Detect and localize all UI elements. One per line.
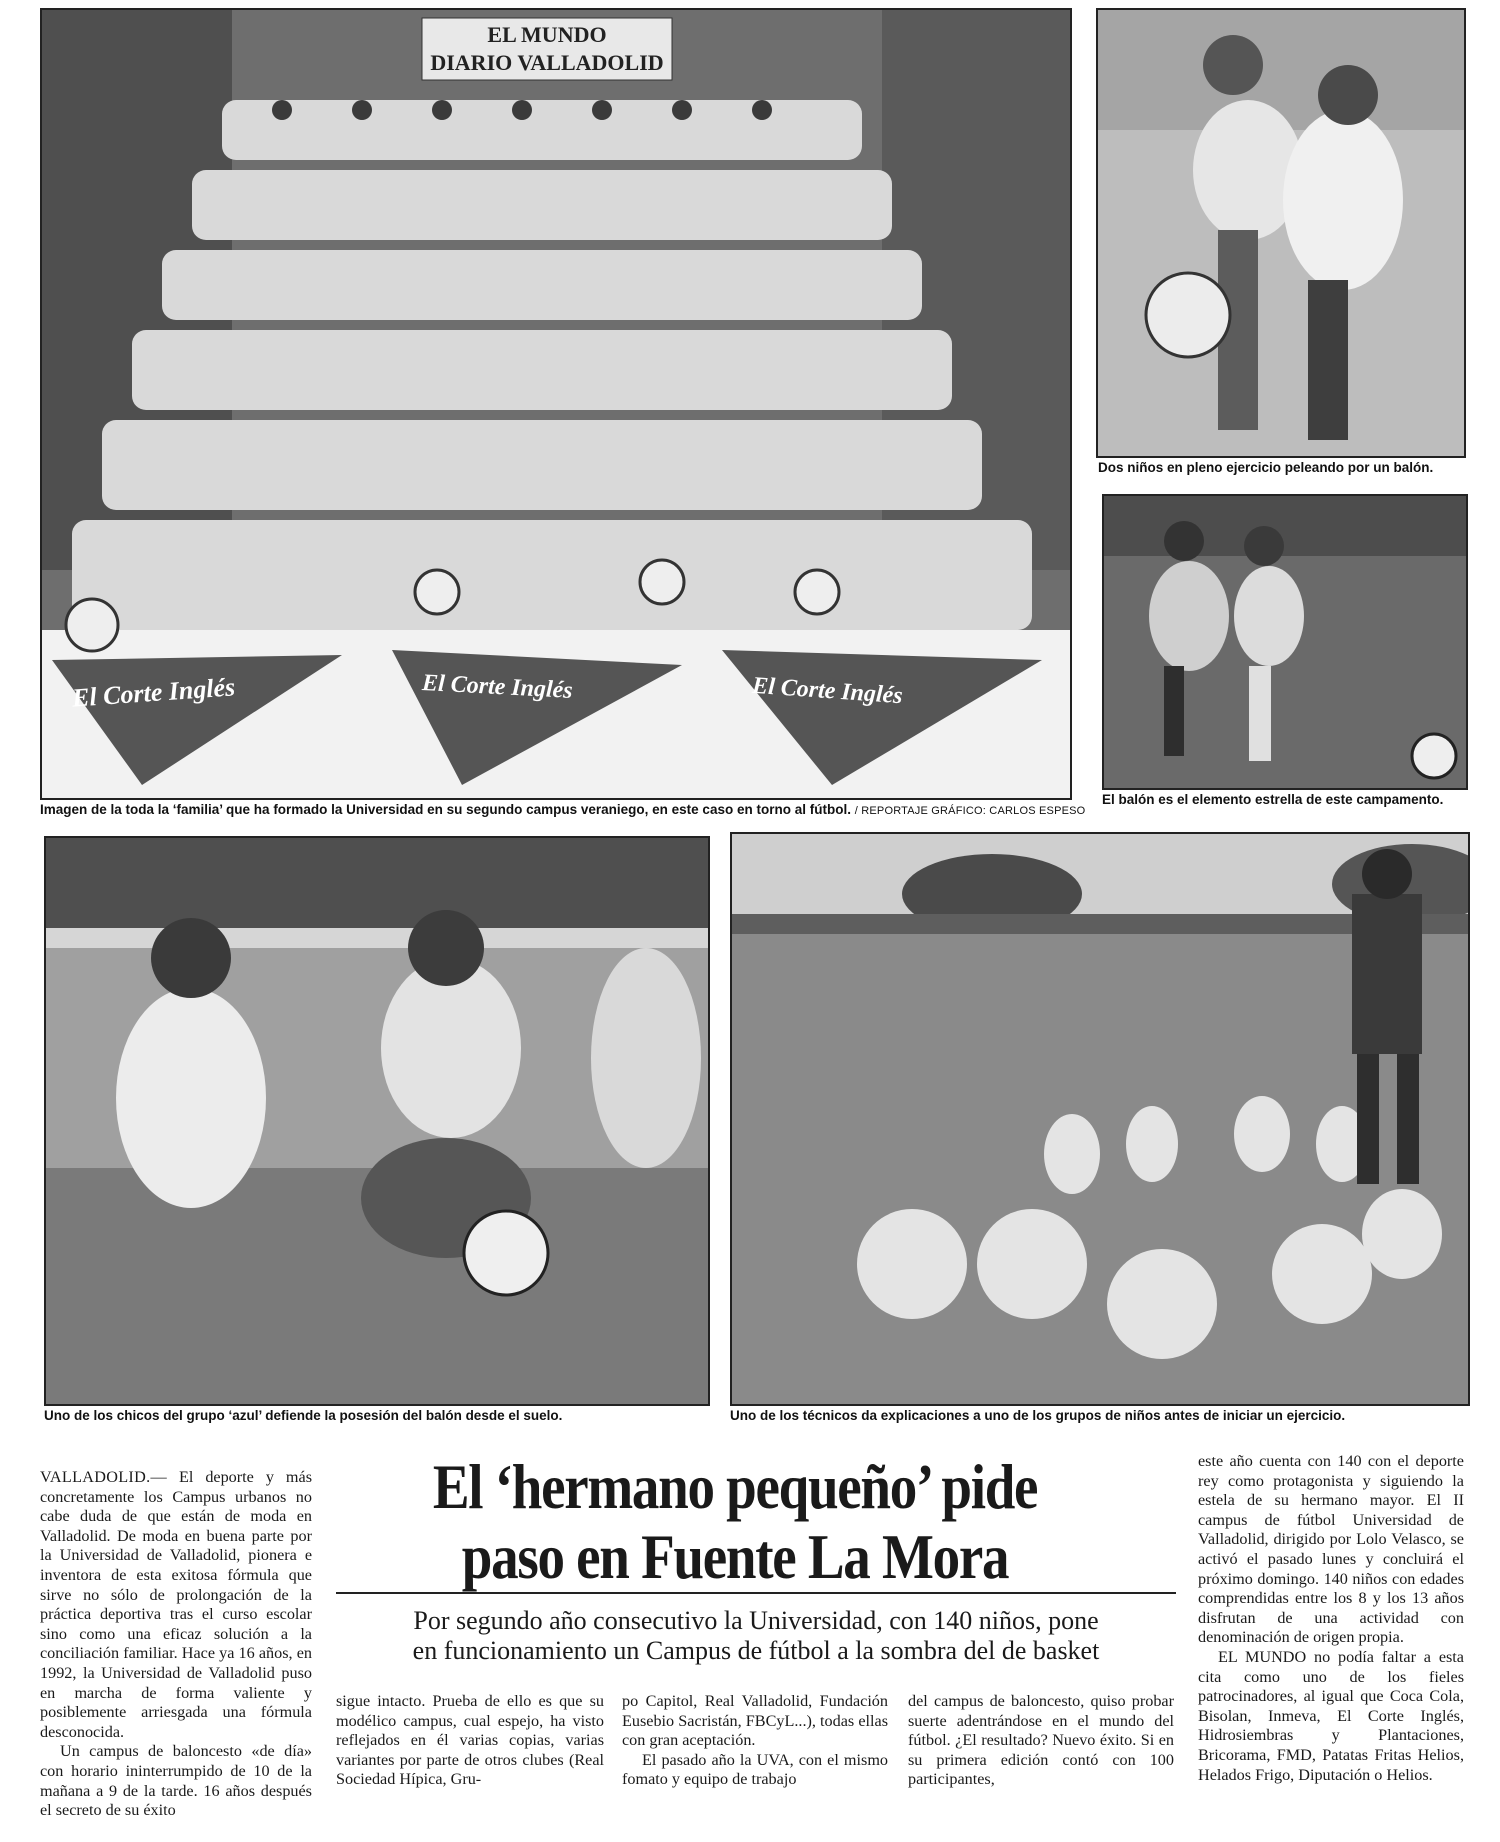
photo-ball-players — [1102, 494, 1468, 790]
pennant-logo: El Corte Inglés — [71, 672, 237, 713]
banner-diario-valladolid: DIARIO VALLADOLID — [430, 50, 664, 75]
article-column-1 — [40, 1468, 312, 1821]
pennant-logo: El Corte Inglés — [751, 672, 904, 710]
photo-ground-defense-illustration — [46, 838, 708, 1404]
deck — [336, 1606, 1176, 1666]
headline-rule — [336, 1592, 1176, 1594]
caption-ground-defense: Uno de los chicos del grupo ‘azul’ defiende la posesión del balón desde el suelo. — [44, 1408, 563, 1423]
caption-group-photo — [40, 802, 1085, 817]
article-paragraph: El pasado año la UVA, con el mismo fomato y equipo de trabajo — [622, 1750, 888, 1789]
photo-coach-group — [730, 832, 1470, 1406]
photo-two-boys — [1096, 8, 1466, 458]
article-paragraph: EL MUNDO no podía faltar a esta cita como uno de los fieles patrocinadores, al igual que Coca Cola, Bisolan, Inmeva, El Corte Inglés, Hidrosiembras y Plantaciones, Bricorama, FMD, Patatas Fritas Helios, Helados Frigo, Diputación o Helios. — [1198, 1647, 1464, 1784]
pennant-logo: El Corte Inglés — [421, 670, 574, 704]
headline-line-2: paso en Fuente La Mora — [461, 1521, 1009, 1592]
caption-group-photo-text: Imagen de la toda la ‘familia’ que ha formado la Universidad en su segundo campus veraniego, en este caso en torno al fútbol. — [40, 802, 851, 817]
article-column-2 — [336, 1692, 604, 1790]
article-paragraph — [40, 1468, 312, 1742]
article-paragraph: sigue intacto. Prueba de ello es que su modélico campus, cual espejo, ha visto reflejados en él varias copias, varias variantes por parte de otros clubes (Real Sociedad Hípica, Gru- — [336, 1692, 604, 1789]
paragraph-text: El deporte y más concretamente los Campus urbanos no cabe duda de que están de moda en Valladolid. De moda en buena parte por la Universidad de Valladolid, pionera e inventora de esta exitosa fórmula que sirve no sólo de prolongación de la práctica deportiva tras el curso escolar sino como una eficaz solución a la conciliación familiar. Hace ya 16 años, en 1992, la Universidad de Valladolid puso en marcha de forma valiente y posiblemente arriesgada una fórmula desconocida. — [40, 1468, 312, 1741]
article-paragraph: po Capitol, Real Valladolid, Fundación Eusebio Sacristán, FBCyL...), todas ellas con gran aceptación. — [622, 1692, 888, 1750]
dateline: VALLADOLID.— — [40, 1468, 167, 1486]
group-photo — [40, 8, 1072, 800]
deck-line-1: Por segundo año consecutivo la Universidad, con 140 niños, pone — [413, 1606, 1099, 1635]
photo-ground-defense — [44, 836, 710, 1406]
article-column-4 — [908, 1692, 1174, 1790]
banner-el-mundo: EL MUNDO — [487, 22, 607, 47]
article-paragraph: Un campus de baloncesto «de día» con horario ininterrumpido de 10 de la mañana a 9 de la tarde. 16 años después el secreto de su éxito — [40, 1742, 312, 1820]
headline-line-1: El ‘hermano pequeño’ pide — [432, 1451, 1038, 1522]
photo-two-boys-illustration — [1098, 10, 1464, 456]
photo-credit: / REPORTAJE GRÁFICO: CARLOS ESPESO — [854, 805, 1086, 817]
photo-ball-players-illustration — [1104, 496, 1466, 788]
caption-ball-players: El balón es el elemento estrella de este campamento. — [1102, 792, 1444, 807]
article-column-5 — [1198, 1452, 1464, 1785]
photo-coach-group-illustration — [732, 834, 1468, 1404]
headline — [413, 1452, 1058, 1592]
article-column-3 — [622, 1692, 888, 1790]
caption-coach-group: Uno de los técnicos da explicaciones a uno de los grupos de niños antes de iniciar un ejercicio. — [730, 1408, 1346, 1423]
caption-two-boys: Dos niños en pleno ejercicio peleando por un balón. — [1098, 460, 1434, 475]
article-paragraph: del campus de baloncesto, quiso probar suerte adentrándose en el mundo del fútbol. ¿El resultado? Nuevo éxito. Si en su primera edición contó con 100 participantes, — [908, 1692, 1174, 1789]
deck-line-2: en funcionamiento un Campus de fútbol a la sombra del de basket — [412, 1636, 1100, 1665]
article-paragraph: este año cuenta con 140 con el deporte rey como protagonista y siguiendo la estela de su hermano mayor. El II campus de fútbol Universidad de Valladolid, dirigido por Lolo Velasco, se activó el pasado lunes y concluirá el próximo domingo. 140 niños con edades comprendidas entre los 8 y los 13 años disfrutan de una actividad con denominación de origen propia. — [1198, 1452, 1464, 1647]
